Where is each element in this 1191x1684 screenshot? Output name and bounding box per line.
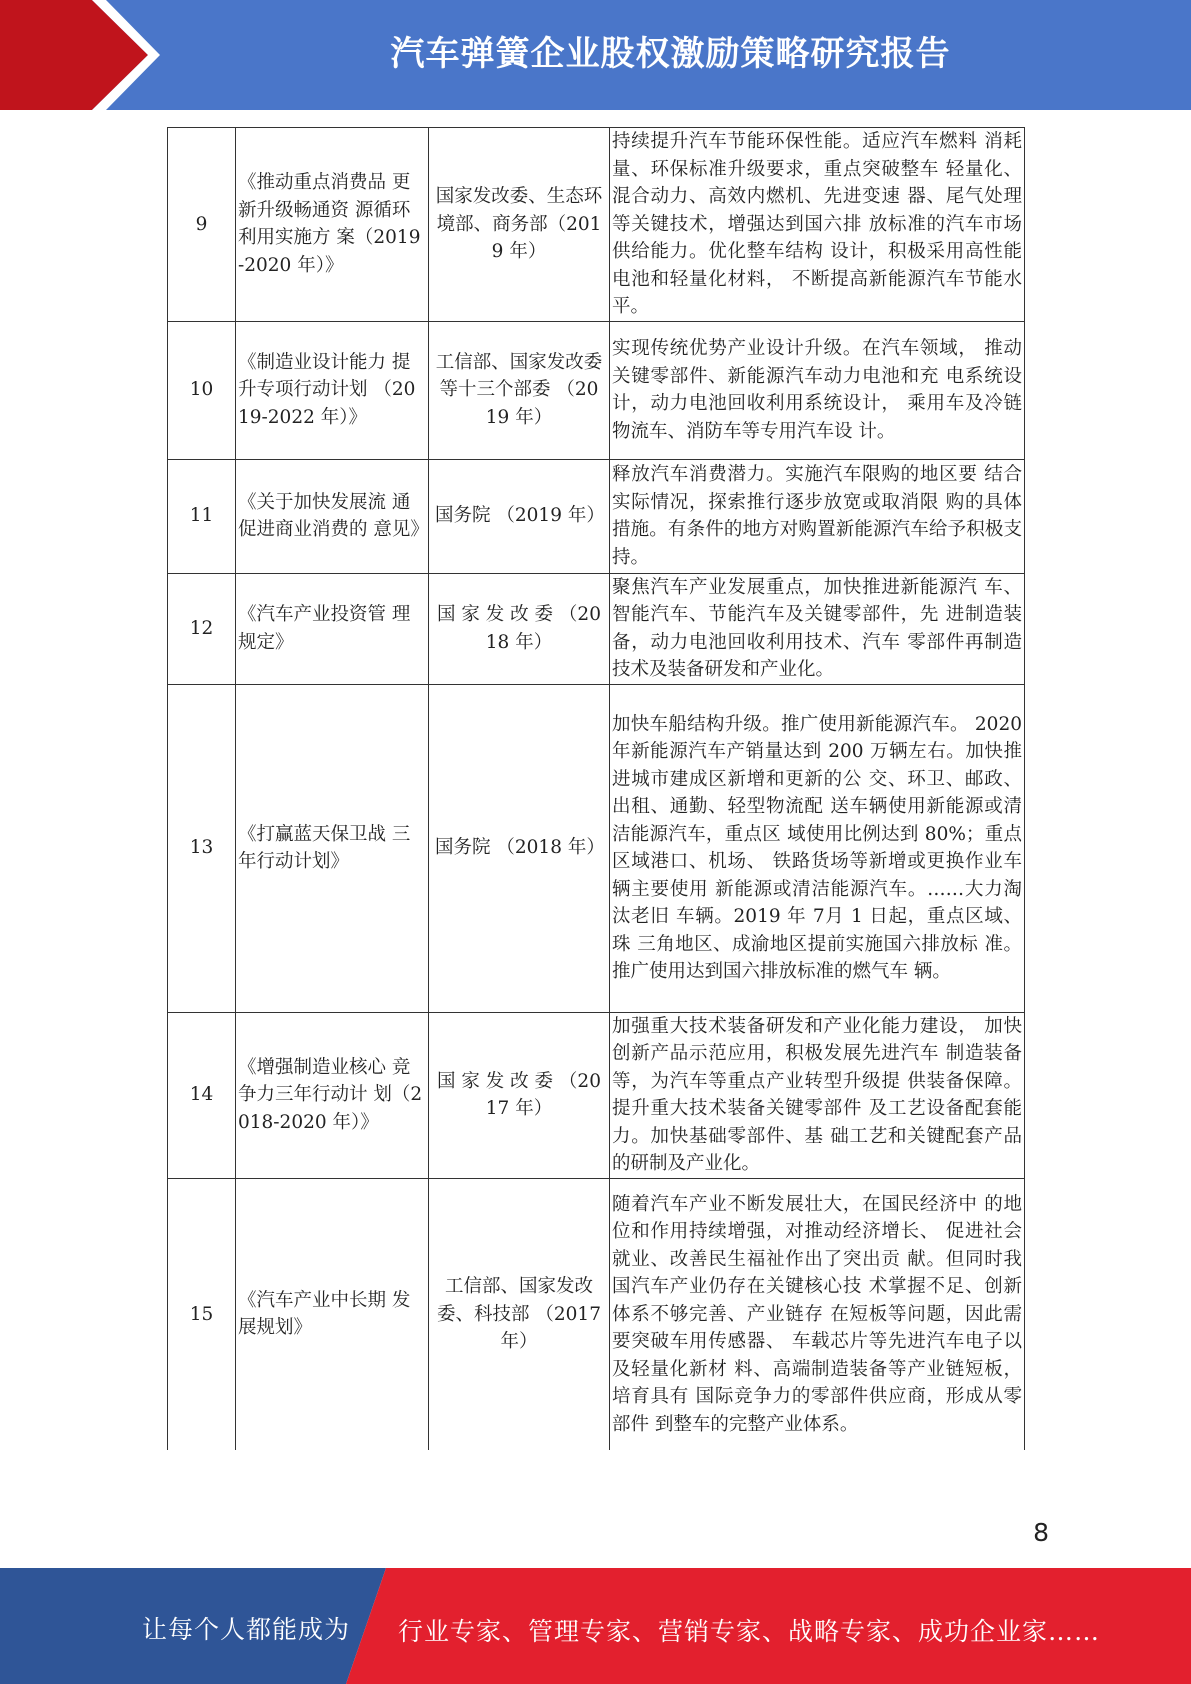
footer-slogan-left: 让每个人都能成为 bbox=[142, 1615, 351, 1644]
policy-name: 《增强制造业核心 竞争力三年行动计 划（2018-2020 年）》 bbox=[236, 1012, 429, 1178]
issuing-department: 工信部、国家发改委、科技部 （2017 年） bbox=[429, 1178, 610, 1450]
policy-content: 加快车船结构升级。推广使用新能源汽车。 2020 年新能源汽车产销量达到 200 万辆左右。加快推进城市建成区新增和更新的公 交、环卫、邮政、出租、通勤、轻型物流配 送车辆使用新能源或清洁能源汽车，重点区 域使用比例达到 80%；重点区域港口、机场、 铁路货场等新增或更换作业车辆主要使用 新能源或清洁能源汽车。……大力淘汰老旧 车辆。2019 年 7月 1 日起，重点区域、珠 三角地区、成渝地区提前实施国六排放标 准。推广使用达到国六排放标准的燃气车 辆。 bbox=[610, 684, 1025, 1012]
row-number: 15 bbox=[168, 1178, 236, 1450]
row-number: 14 bbox=[168, 1012, 236, 1178]
footer-slogan-right: 行业专家、管理专家、营销专家、战略专家、成功企业家…… bbox=[398, 1617, 1101, 1646]
policy-table bbox=[167, 127, 1024, 1450]
issuing-department: 国 家 发 改 委 （2017 年） bbox=[429, 1012, 610, 1178]
row-number: 11 bbox=[168, 459, 236, 573]
row-number: 9 bbox=[168, 128, 236, 322]
policy-content: 聚焦汽车产业发展重点，加快推进新能源汽 车、智能汽车、节能汽车及关键零部件，先 进制造装备，动力电池回收利用技术、汽车 零部件再制造技术及装备研发和产业化。 bbox=[610, 573, 1025, 684]
table-row bbox=[168, 459, 1025, 573]
policy-content: 释放汽车消费潜力。实施汽车限购的地区要 结合实际情况，探索推行逐步放宽或取消限 购的具体措施。有条件的地方对购置新能源汽车给予积极支持。 bbox=[610, 459, 1025, 573]
page-number: 8 bbox=[1033, 1518, 1049, 1547]
table-row bbox=[168, 684, 1025, 1012]
table-row bbox=[168, 573, 1025, 684]
policy-content: 加强重大技术装备研发和产业化能力建设， 加快创新产品示范应用，积极发展先进汽车 制造装备等，为汽车等重点产业转型升级提 供装备保障。提升重大技术装备关键零部件 及工艺设备配套能力。加快基础零部件、基 础工艺和关键配套产品的研制及产业化。 bbox=[610, 1012, 1025, 1178]
policy-name: 《汽车产业投资管 理规定》 bbox=[236, 573, 429, 684]
table-row bbox=[168, 1178, 1025, 1450]
policy-content: 持续提升汽车节能环保性能。适应汽车燃料 消耗量、环保标准升级要求，重点突破整车 轻量化、混合动力、高效内燃机、先进变速 器、尾气处理等关键技术，增强达到国六排 放标准的汽车市场供给能力。优化整车结构 设计，积极采用高性能电池和轻量化材料， 不断提高新能源汽车节能水平。 bbox=[610, 128, 1025, 322]
policy-name: 《关于加快发展流 通促进商业消费的 意见》 bbox=[236, 459, 429, 573]
table-row bbox=[168, 321, 1025, 459]
row-number: 13 bbox=[168, 684, 236, 1012]
table-row bbox=[168, 128, 1025, 322]
row-number: 12 bbox=[168, 573, 236, 684]
table-row bbox=[168, 1012, 1025, 1178]
row-number: 10 bbox=[168, 321, 236, 459]
page-footer bbox=[0, 1568, 1191, 1684]
policy-name: 《汽车产业中长期 发展规划》 bbox=[236, 1178, 429, 1450]
page-header bbox=[0, 0, 1191, 110]
policy-content: 随着汽车产业不断发展壮大，在国民经济中 的地位和作用持续增强，对推动经济增长、 促进社会就业、改善民生福祉作出了突出贡 献。但同时我国汽车产业仍存在关键核心技 术掌握不足、创新体系不够完善、产业链存 在短板等问题，因此需要突破车用传感器、 车载芯片等先进汽车电子以及轻量化新材 料、高端制造装备等产业链短板，培育具有 国际竞争力的零部件供应商，形成从零部件 到整车的完整产业体系。 bbox=[610, 1178, 1025, 1450]
issuing-department: 国务院 （2018 年） bbox=[429, 684, 610, 1012]
issuing-department: 国务院 （2019 年） bbox=[429, 459, 610, 573]
policy-name: 《制造业设计能力 提升专项行动计划 （2019-2022 年）》 bbox=[236, 321, 429, 459]
issuing-department: 国 家 发 改 委 （2018 年） bbox=[429, 573, 610, 684]
policy-name: 《推动重点消费品 更新升级畅通资 源循环利用实施方 案（2019-2020 年）》 bbox=[236, 128, 429, 322]
report-title: 汽车弹簧企业股权激励策略研究报告 bbox=[390, 34, 951, 74]
issuing-department: 国家发改委、生态环境部、商务部（2019 年） bbox=[429, 128, 610, 322]
policy-content: 实现传统优势产业设计升级。在汽车领域， 推动关键零部件、新能源汽车动力电池和充 电系统设计，动力电池回收利用系统设计， 乘用车及冷链物流车、消防车等专用汽车设 计。 bbox=[610, 321, 1025, 459]
policy-name: 《打赢蓝天保卫战 三年行动计划》 bbox=[236, 684, 429, 1012]
issuing-department: 工信部、国家发改委等十三个部委 （2019 年） bbox=[429, 321, 610, 459]
